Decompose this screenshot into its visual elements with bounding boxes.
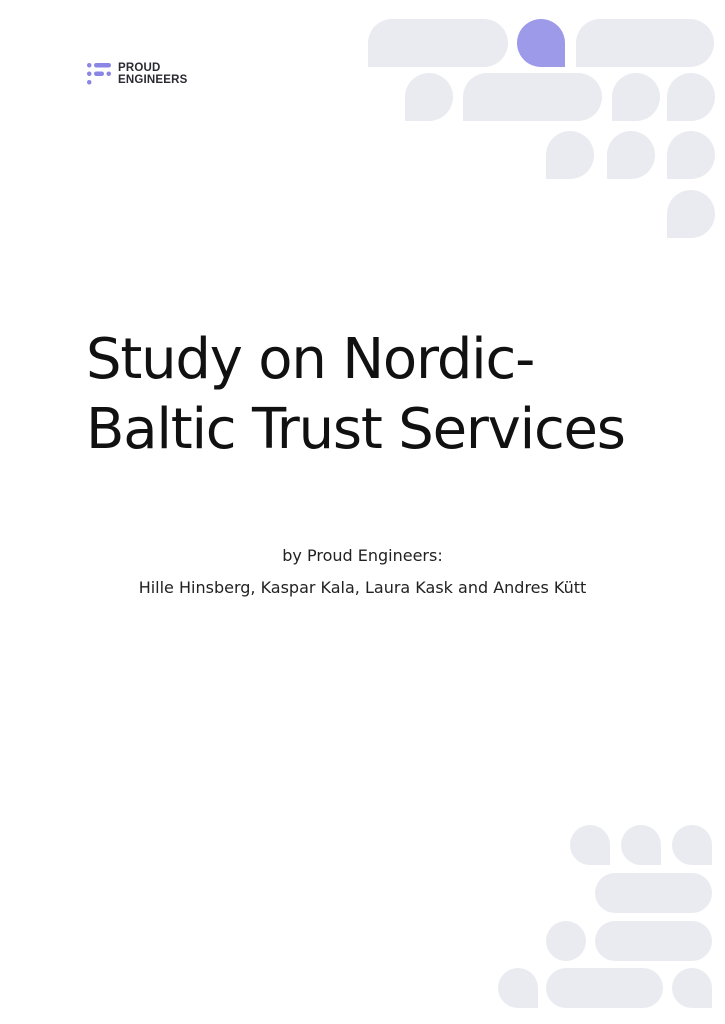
deco-leaf	[498, 968, 538, 1008]
document-title	[86, 325, 686, 465]
deco-pill	[576, 19, 714, 67]
deco-leaf	[546, 921, 586, 961]
logo-wordmark	[118, 62, 188, 86]
byline-organization: by Proud Engineers:	[282, 546, 443, 565]
deco-leaf	[667, 131, 715, 179]
deco-pill	[595, 873, 712, 913]
deco-leaf	[612, 73, 660, 121]
deco-leaf	[607, 131, 655, 179]
deco-leaf	[667, 190, 715, 238]
deco-leaf	[546, 131, 594, 179]
logo-line-2: ENGINEERS	[118, 74, 188, 86]
deco-pill	[546, 968, 663, 1008]
deco-pill	[595, 921, 712, 961]
title-line-1: Study on Nordic-	[86, 327, 535, 392]
deco-pill	[368, 19, 508, 67]
deco-accent-leaf	[517, 19, 565, 67]
deco-pill	[463, 73, 602, 121]
deco-leaf	[672, 968, 712, 1008]
deco-leaf	[570, 825, 610, 865]
byline-authors: Hille Hinsberg, Kaspar Kala, Laura Kask and Andres Kütt	[138, 578, 587, 597]
deco-leaf	[667, 73, 715, 121]
deco-leaf	[621, 825, 661, 865]
logo-mark-icon	[86, 61, 112, 87]
logo-line-1: PROUD	[118, 62, 161, 74]
proud-engineers-logo	[86, 61, 188, 87]
title-line-2: Baltic Trust Services	[86, 397, 625, 462]
deco-leaf	[672, 825, 712, 865]
deco-leaf	[405, 73, 453, 121]
